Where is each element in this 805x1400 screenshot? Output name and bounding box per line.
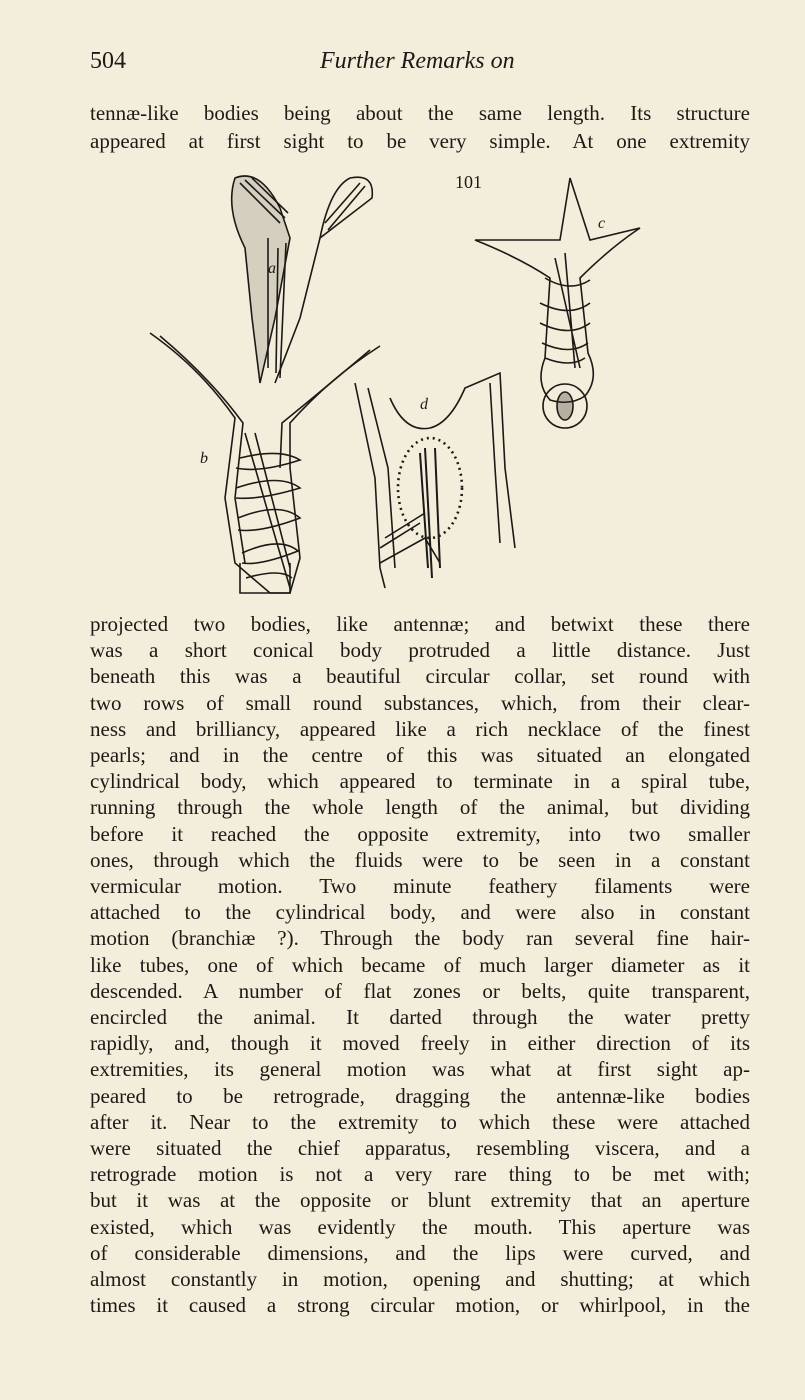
- text-line: encircled the animal. It darted through the water pretty: [90, 1005, 750, 1029]
- text-line: of considerable dimensions, and the lips were curved, and: [90, 1241, 750, 1265]
- text-line: like tubes, one of which became of much larger diameter as it: [90, 953, 750, 977]
- text-line: beneath this was a beautiful circular collar, set round with: [90, 664, 750, 688]
- specimen-c-drawing: [475, 178, 640, 428]
- text-line: attached to the cylindrical body, and were also in constant: [90, 900, 750, 924]
- text-line: descended. A number of flat zones or belts, quite transparent,: [90, 979, 750, 1003]
- figure-label-c: c: [598, 215, 606, 232]
- figure-label-a: a: [268, 260, 276, 277]
- text-line: vermicular motion. Two minute feathery filaments were: [90, 874, 750, 898]
- text-line: peared to be retrograde, dragging the antennæ-like bodies: [90, 1084, 750, 1108]
- text-line: extremities, its general motion was what at first sight ap-: [90, 1057, 750, 1081]
- text-line: appeared at first sight to be very simple. At one extremity: [90, 129, 750, 153]
- text-line: pearls; and in the centre of this was situated an elongated: [90, 743, 750, 767]
- text-line: cylindrical body, which appeared to terminate in a spiral tube,: [90, 769, 750, 793]
- running-title: Further Remarks on: [320, 48, 515, 74]
- text-line: retrograde motion is not a very rare thing to be met with;: [90, 1162, 750, 1186]
- text-line: but it was at the opposite or blunt extremity that an aperture: [90, 1188, 750, 1212]
- specimen-a-drawing: [232, 176, 373, 383]
- figure-label-d: d: [420, 396, 428, 413]
- specimen-d-drawing: [355, 373, 515, 588]
- text-line: existed, which was evidently the mouth. This aperture was: [90, 1215, 750, 1239]
- specimen-b-drawing: [150, 333, 380, 593]
- figure-number: 101: [455, 172, 482, 192]
- text-line: tennæ-like bodies being about the same length. Its structure: [90, 101, 750, 125]
- text-line: running through the whole length of the animal, but dividing: [90, 795, 750, 819]
- text-line: were situated the chief apparatus, resembling viscera, and a: [90, 1136, 750, 1160]
- page-header: [90, 48, 750, 82]
- page-number: 504: [90, 48, 126, 74]
- text-line: rapidly, and, though it moved freely in either direction of its: [90, 1031, 750, 1055]
- text-line: motion (branchiæ ?). Through the body ran several fine hair-: [90, 926, 750, 950]
- text-line: two rows of small round substances, which, from their clear-: [90, 691, 750, 715]
- text-line: almost constantly in motion, opening and shutting; at which: [90, 1267, 750, 1291]
- text-line: ness and brilliancy, appeared like a rich necklace of the finest: [90, 717, 750, 741]
- text-line: ones, through which the fluids were to be seen in a constant: [90, 848, 750, 872]
- figure-label-b: b: [200, 450, 208, 467]
- text-line: was a short conical body protruded a little distance. Just: [90, 638, 750, 662]
- text-line: after it. Near to the extremity to which these were attached: [90, 1110, 750, 1134]
- figure-illustration: [140, 168, 660, 598]
- text-line: times it caused a strong circular motion, or whirlpool, in the: [90, 1293, 750, 1317]
- text-line: before it reached the opposite extremity, into two smaller: [90, 822, 750, 846]
- text-line: projected two bodies, like antennæ; and betwixt these there: [90, 612, 750, 636]
